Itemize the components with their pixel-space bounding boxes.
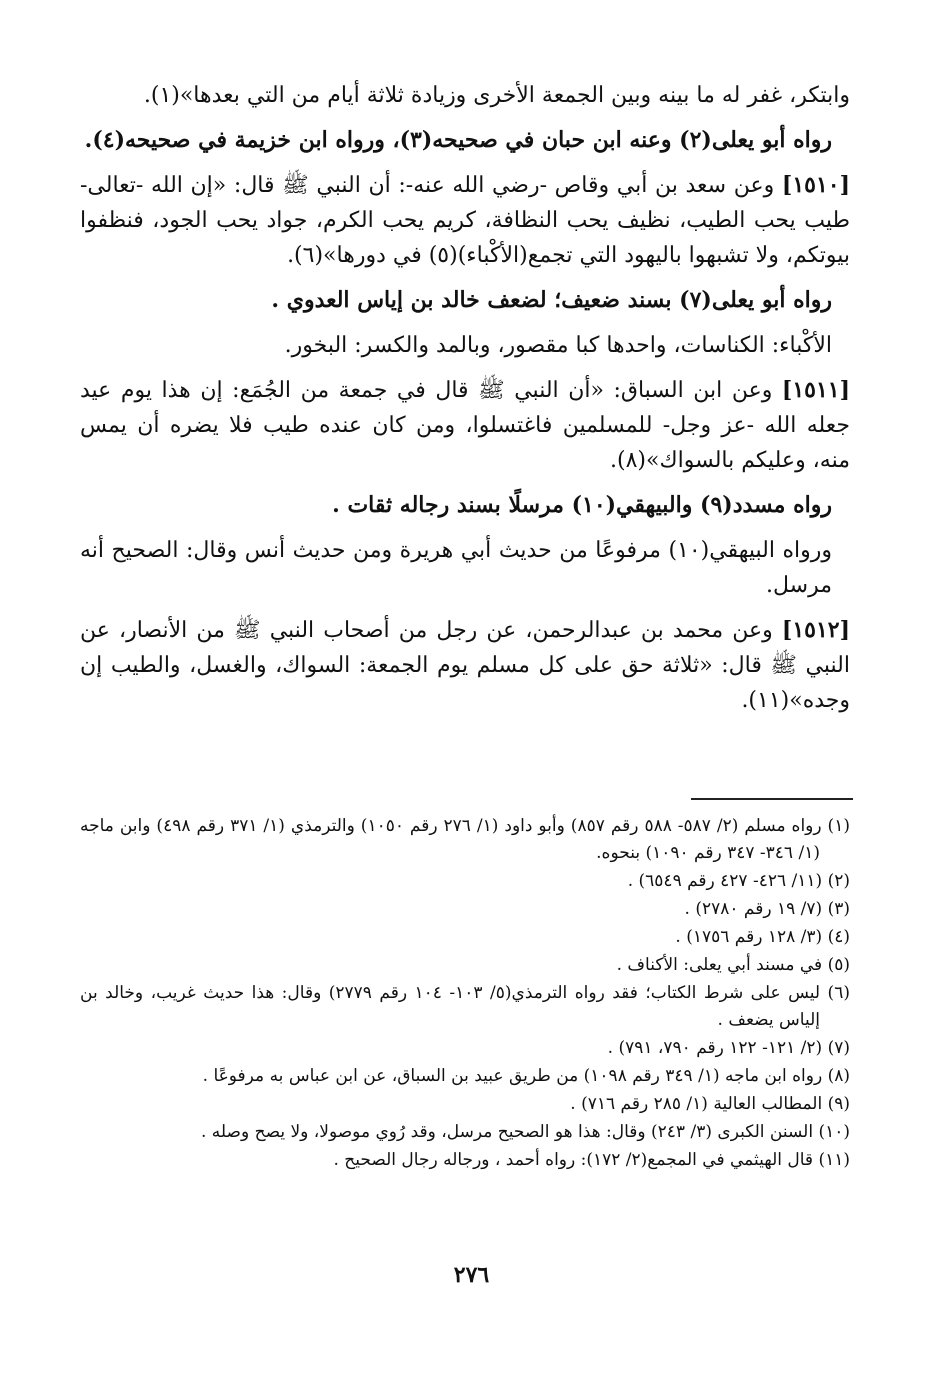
- footnote: (٢) (١١/ ٤٢٦- ٤٢٧ رقم ٦٥٤٩) .: [627, 871, 850, 891]
- footnote: (٤) (٣/ ١٢٨ رقم ١٧٥٦) .: [675, 927, 850, 947]
- paragraph-continuation: وابتكر، غفر له ما بينه وبين الجمعة الأخرى وزيادة ثلاثة أيام من التي بعدها»(١).: [143, 83, 850, 108]
- hadith-text: وعن سعد بن أبي وقاص -رضي الله عنه-: أن النبي ﷺ قال: «إن الله -تعالى- طيب يحب الطيب، نظيف يحب النظافة، كريم يحب الكرم، جواد يحب الجود، فنظفوا بيوتكم، ولا تشبهوا باليهود التي تجمع(الأكْباء)(٥) في دورها»(٦).: [80, 173, 850, 268]
- source-note: رواه أبو يعلى(٧) بسند ضعيف؛ لضعف خالد بن إياس العدوي .: [271, 287, 832, 313]
- footnote: (١) رواه مسلم (٢/ ٥٨٧- ٥٨٨ رقم ٨٥٧) وأبو داود (١/ ٢٧٦ رقم ١٠٥٠) والترمذي (١/ ٣٧١ رقم ٤٩٨) وابن ماجه (١/ ٣٤٦- ٣٤٧ رقم ١٠٩٠) بنحوه.: [80, 816, 850, 863]
- footnote: (٨) رواه ابن ماجه (١/ ٣٤٩ رقم ١٠٩٨) من طريق عبيد بن السباق، عن ابن عباس به مرفوعًا .: [202, 1066, 850, 1086]
- footnote: (٥) في مسند أبي يعلى: الأكناف .: [616, 955, 850, 975]
- hadith-1510: [80, 168, 850, 273]
- main-text: [80, 78, 850, 728]
- footnote: (٦) ليس على شرط الكتاب؛ فقد رواه الترمذي(٥/ ١٠٣- ١٠٤ رقم ٢٧٧٩) وقال: هذا حديث غريب، وخالد بن إلياس يضعف .: [80, 983, 850, 1030]
- footnote: (١٠) السنن الكبرى (٣/ ٢٤٣) وقال: هذا هو الصحيح مرسل، وقد رُوي موصولا، ولا يصح وصله .: [201, 1122, 850, 1142]
- hadith-1512: [80, 613, 850, 718]
- hadith-1511: [80, 373, 850, 478]
- hadith-number: [١٥١٢]: [781, 617, 851, 643]
- footnote: (٧) (٢/ ١٢١- ١٢٢ رقم ٧٩٠، ٧٩١) .: [607, 1038, 850, 1058]
- footnote: (١١) قال الهيثمي في المجمع(٢/ ١٧٢): رواه أحمد ، ورجاله رجال الصحيح .: [333, 1150, 850, 1170]
- source-note: رواه أبو يعلى(٢) وعنه ابن حبان في صحيحه(٣)، ورواه ابن خزيمة في صحيحه(٤).: [84, 127, 832, 153]
- page-number: ٢٧٦: [453, 1262, 490, 1288]
- hadith-text: وعن ابن السباق: «أن النبي ﷺ قال في جمعة من الجُمَع: إن هذا يوم عيد جعله الله -عز وجل- للمسلمين فاغتسلوا، ومن كان عنده طيب فلا يضره أن يمس منه، وعليكم بالسواك»(٨).: [80, 378, 850, 473]
- footnote: (٩) المطالب العالية (١/ ٢٨٥ رقم ٧١٦) .: [570, 1094, 850, 1114]
- footnotes: [80, 813, 850, 1175]
- hadith-text: وعن محمد بن عبدالرحمن، عن رجل من أصحاب النبي ﷺ من الأنصار، عن النبي ﷺ قال: «ثلاثة حق على كل مسلم يوم الجمعة: السواك، والغسل، والطيب إن وجده»(١١).: [80, 618, 850, 713]
- hadith-number: [١٥١٠]: [781, 172, 850, 198]
- gloss-note: الأكْباء: الكناسات، واحدها كبا مقصور، وبالمد والكسر: البخور.: [284, 333, 832, 358]
- hadith-number: [١٥١١]: [781, 377, 850, 403]
- footnote: (٣) (٧/ ١٩ رقم ٢٧٨٠) .: [684, 899, 850, 919]
- source-note: رواه مسدد(٩) والبيهقي(١٠) مرسلًا بسند رجاله ثقات .: [332, 492, 832, 518]
- footnote-divider: [691, 798, 853, 800]
- commentary: ورواه البيهقي(١٠) مرفوعًا من حديث أبي هريرة ومن حديث أنس وقال: الصحيح أنه مرسل.: [80, 538, 832, 598]
